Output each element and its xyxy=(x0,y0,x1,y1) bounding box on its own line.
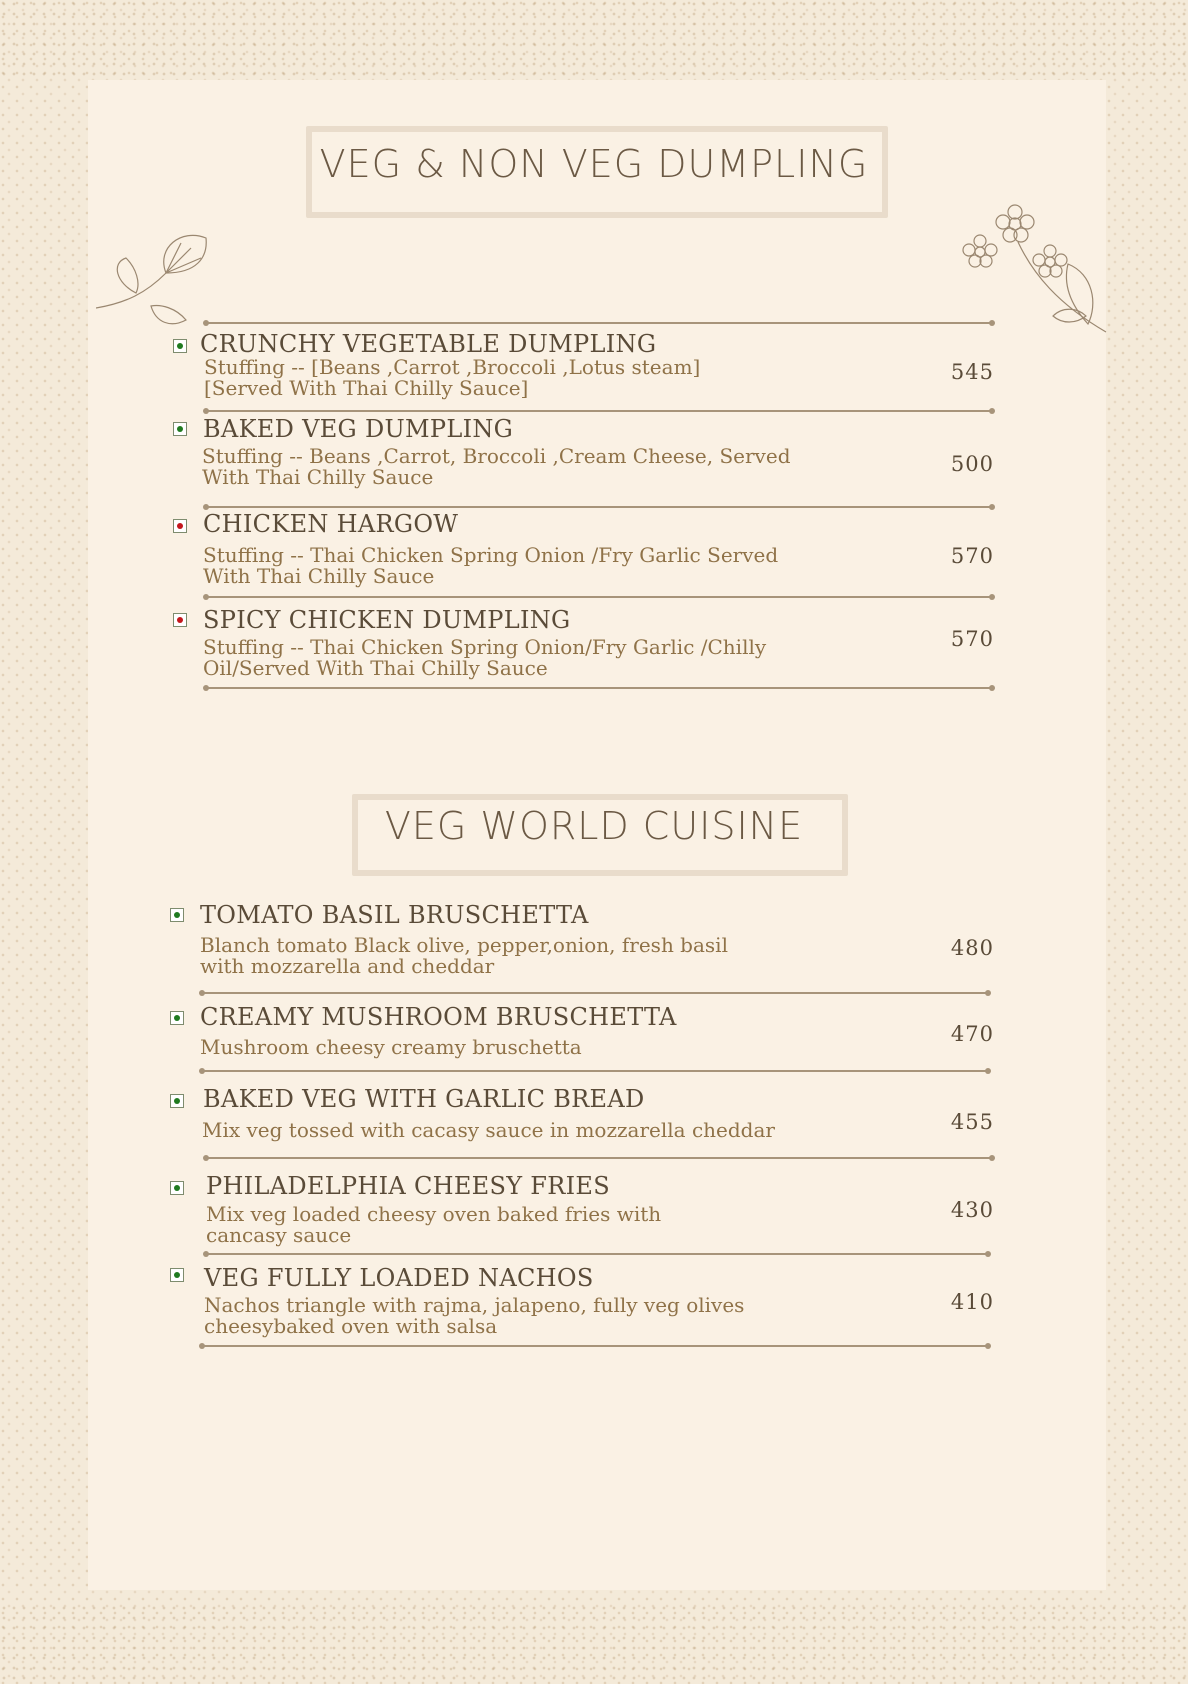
divider xyxy=(202,1070,988,1072)
item-description: Mix veg tossed with cacasy sauce in mozzarella cheddar xyxy=(202,1118,775,1142)
veg-mark-icon xyxy=(170,1011,184,1025)
veg-mark-icon xyxy=(170,908,184,922)
divider xyxy=(206,687,992,689)
bottom-pattern-band xyxy=(0,1604,1188,1684)
item-price: 570 xyxy=(950,627,994,651)
item-name: CHICKEN HARGOW xyxy=(203,510,459,538)
section-title: VEG WORLD CUISINE xyxy=(384,804,804,848)
item-name: BAKED VEG DUMPLING xyxy=(203,415,514,443)
veg-mark-icon xyxy=(170,1268,184,1282)
item-price: 500 xyxy=(950,452,994,476)
item-price: 455 xyxy=(950,1110,994,1134)
item-price: 545 xyxy=(950,360,994,384)
item-description: Stuffing -- Thai Chicken Spring Onion/Fry Garlic /Chilly Oil/Served With Thai Chilly Sauce xyxy=(203,635,767,680)
item-name: SPICY CHICKEN DUMPLING xyxy=(203,606,571,634)
divider xyxy=(202,1345,988,1347)
item-description: Nachos triangle with rajma, jalapeno, fully veg olives cheesybaked oven with salsa xyxy=(204,1293,745,1338)
top-pattern-band xyxy=(0,0,1188,80)
divider xyxy=(206,410,992,412)
ginkgo-leaf-icon xyxy=(96,228,216,338)
veg-mark-icon xyxy=(173,339,187,353)
item-price: 470 xyxy=(950,1022,994,1046)
non-veg-mark-icon xyxy=(173,613,187,627)
item-description: Stuffing -- Thai Chicken Spring Onion /Fry Garlic Served With Thai Chilly Sauce xyxy=(203,543,779,588)
item-name: PHILADELPHIA CHEESY FRIES xyxy=(206,1172,610,1200)
divider xyxy=(206,322,992,324)
divider xyxy=(206,1253,988,1255)
item-name: VEG FULLY LOADED NACHOS xyxy=(204,1264,594,1292)
veg-mark-icon xyxy=(170,1181,184,1195)
divider xyxy=(202,992,988,994)
item-price: 480 xyxy=(950,936,994,960)
item-name: TOMATO BASIL BRUSCHETTA xyxy=(200,901,589,929)
item-price: 430 xyxy=(950,1198,994,1222)
item-description: Stuffing -- [Beans ,Carrot ,Broccoli ,Lotus steam] [Served With Thai Chilly Sauce] xyxy=(204,355,701,400)
item-name: BAKED VEG WITH GARLIC BREAD xyxy=(203,1085,645,1113)
divider xyxy=(206,1157,992,1159)
item-description: Blanch tomato Black olive, pepper,onion, fresh basil with mozzarella and cheddar xyxy=(200,933,728,978)
item-price: 570 xyxy=(950,544,994,568)
item-name: CREAMY MUSHROOM BRUSCHETTA xyxy=(200,1003,677,1031)
non-veg-mark-icon xyxy=(173,519,187,533)
item-description: Stuffing -- Beans ,Carrot, Broccoli ,Cream Cheese, Served With Thai Chilly Sauce xyxy=(202,444,791,489)
item-price: 410 xyxy=(950,1290,994,1314)
item-description: Mushroom cheesy creamy bruschetta xyxy=(200,1035,582,1059)
divider xyxy=(206,596,992,598)
veg-mark-icon xyxy=(170,1094,184,1108)
item-description: Mix veg loaded cheesy oven baked fries with cancasy sauce xyxy=(206,1202,662,1247)
item-name: CRUNCHY VEGETABLE DUMPLING xyxy=(200,330,657,358)
divider xyxy=(206,506,992,508)
veg-mark-icon xyxy=(173,422,187,436)
section-title: VEG & NON VEG DUMPLING xyxy=(319,142,869,186)
